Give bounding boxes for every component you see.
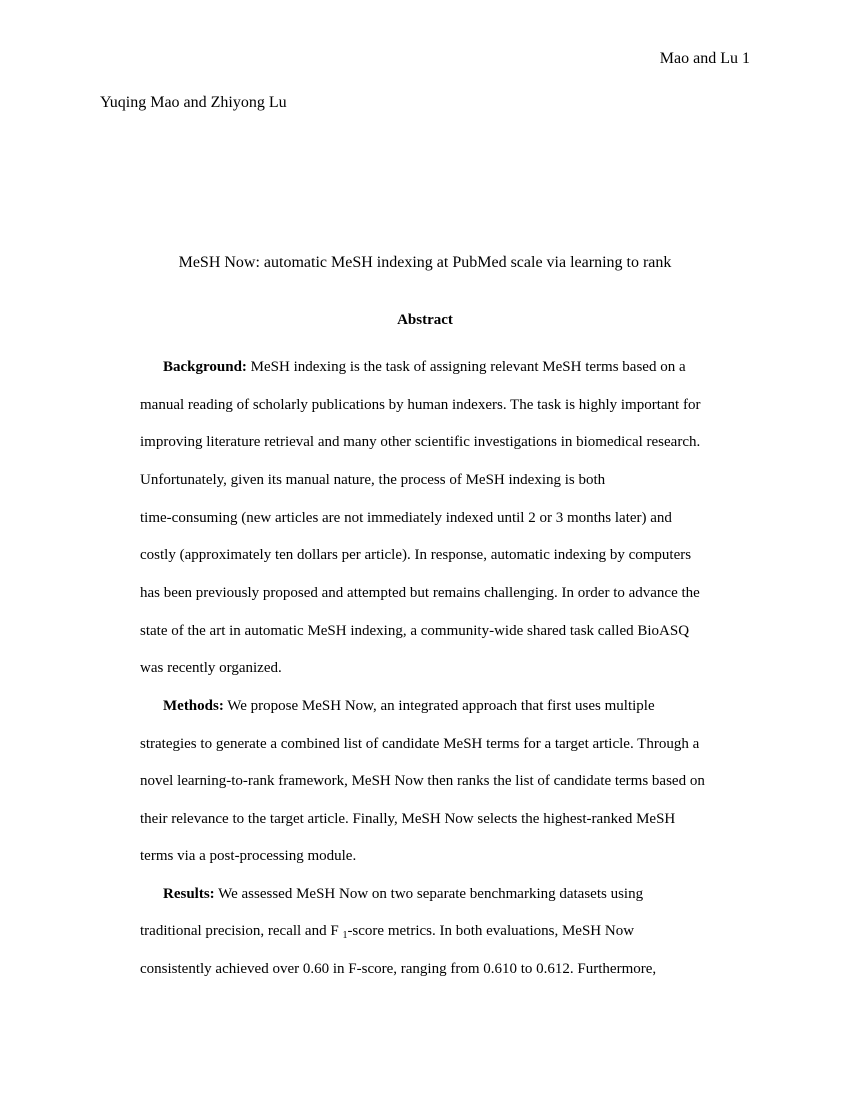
background-label: Background:: [163, 359, 247, 375]
results-label: Results:: [163, 886, 215, 902]
authors: Yuqing Mao and Zhiyong Lu: [100, 94, 287, 111]
results-line: [140, 921, 634, 946]
f1-subscript: 1: [342, 930, 348, 941]
methods-text: We propose MeSH Now, an integrated approach that first uses multiple: [223, 698, 655, 714]
results-line: [163, 884, 643, 904]
background-line: was recently organized.: [140, 660, 282, 676]
methods-line: novel learning-to-rank framework, MeSH Now then ranks the list of candidate terms based on: [140, 773, 705, 789]
results-text: -score metrics. In both evaluations, MeSH Now: [347, 923, 635, 939]
background-line: [163, 357, 686, 377]
background-line: costly (approximately ten dollars per article). In response, automatic indexing by computers: [140, 547, 692, 563]
background-line: improving literature retrieval and many other scientific investigations in biomedical research.: [140, 434, 701, 450]
paper-title: MeSH Now: automatic MeSH indexing at PubMed scale via learning to rank: [178, 254, 672, 271]
running-head: Mao and Lu 1: [659, 50, 750, 67]
results-text: We assessed MeSH Now on two separate benchmarking datasets using: [214, 886, 644, 902]
abstract-heading: Abstract: [397, 312, 453, 328]
background-line: Unfortunately, given its manual nature, the process of MeSH indexing is both: [140, 472, 606, 488]
background-line: time-consuming (new articles are not immediately indexed until 2 or 3 months later) and: [140, 510, 672, 526]
background-line: manual reading of scholarly publications by human indexers. The task is highly important for: [140, 397, 701, 413]
methods-line: strategies to generate a combined list of candidate MeSH terms for a target article. Through a: [140, 736, 700, 752]
background-line: has been previously proposed and attempted but remains challenging. In order to advance the: [140, 585, 700, 601]
results-text: traditional precision, recall and F: [140, 923, 343, 939]
background-line: state of the art in automatic MeSH indexing, a community-wide shared task called BioASQ: [140, 623, 690, 639]
methods-label: Methods:: [163, 698, 224, 714]
results-line: consistently achieved over 0.60 in F-score, ranging from 0.610 to 0.612. Furthermore,: [140, 961, 657, 977]
methods-line: their relevance to the target article. Finally, MeSH Now selects the highest-ranked MeSH: [140, 811, 676, 827]
background-text: MeSH indexing is the task of assigning relevant MeSH terms based on a: [246, 359, 686, 375]
methods-line: terms via a post-processing module.: [140, 848, 357, 864]
methods-line: [163, 696, 655, 716]
